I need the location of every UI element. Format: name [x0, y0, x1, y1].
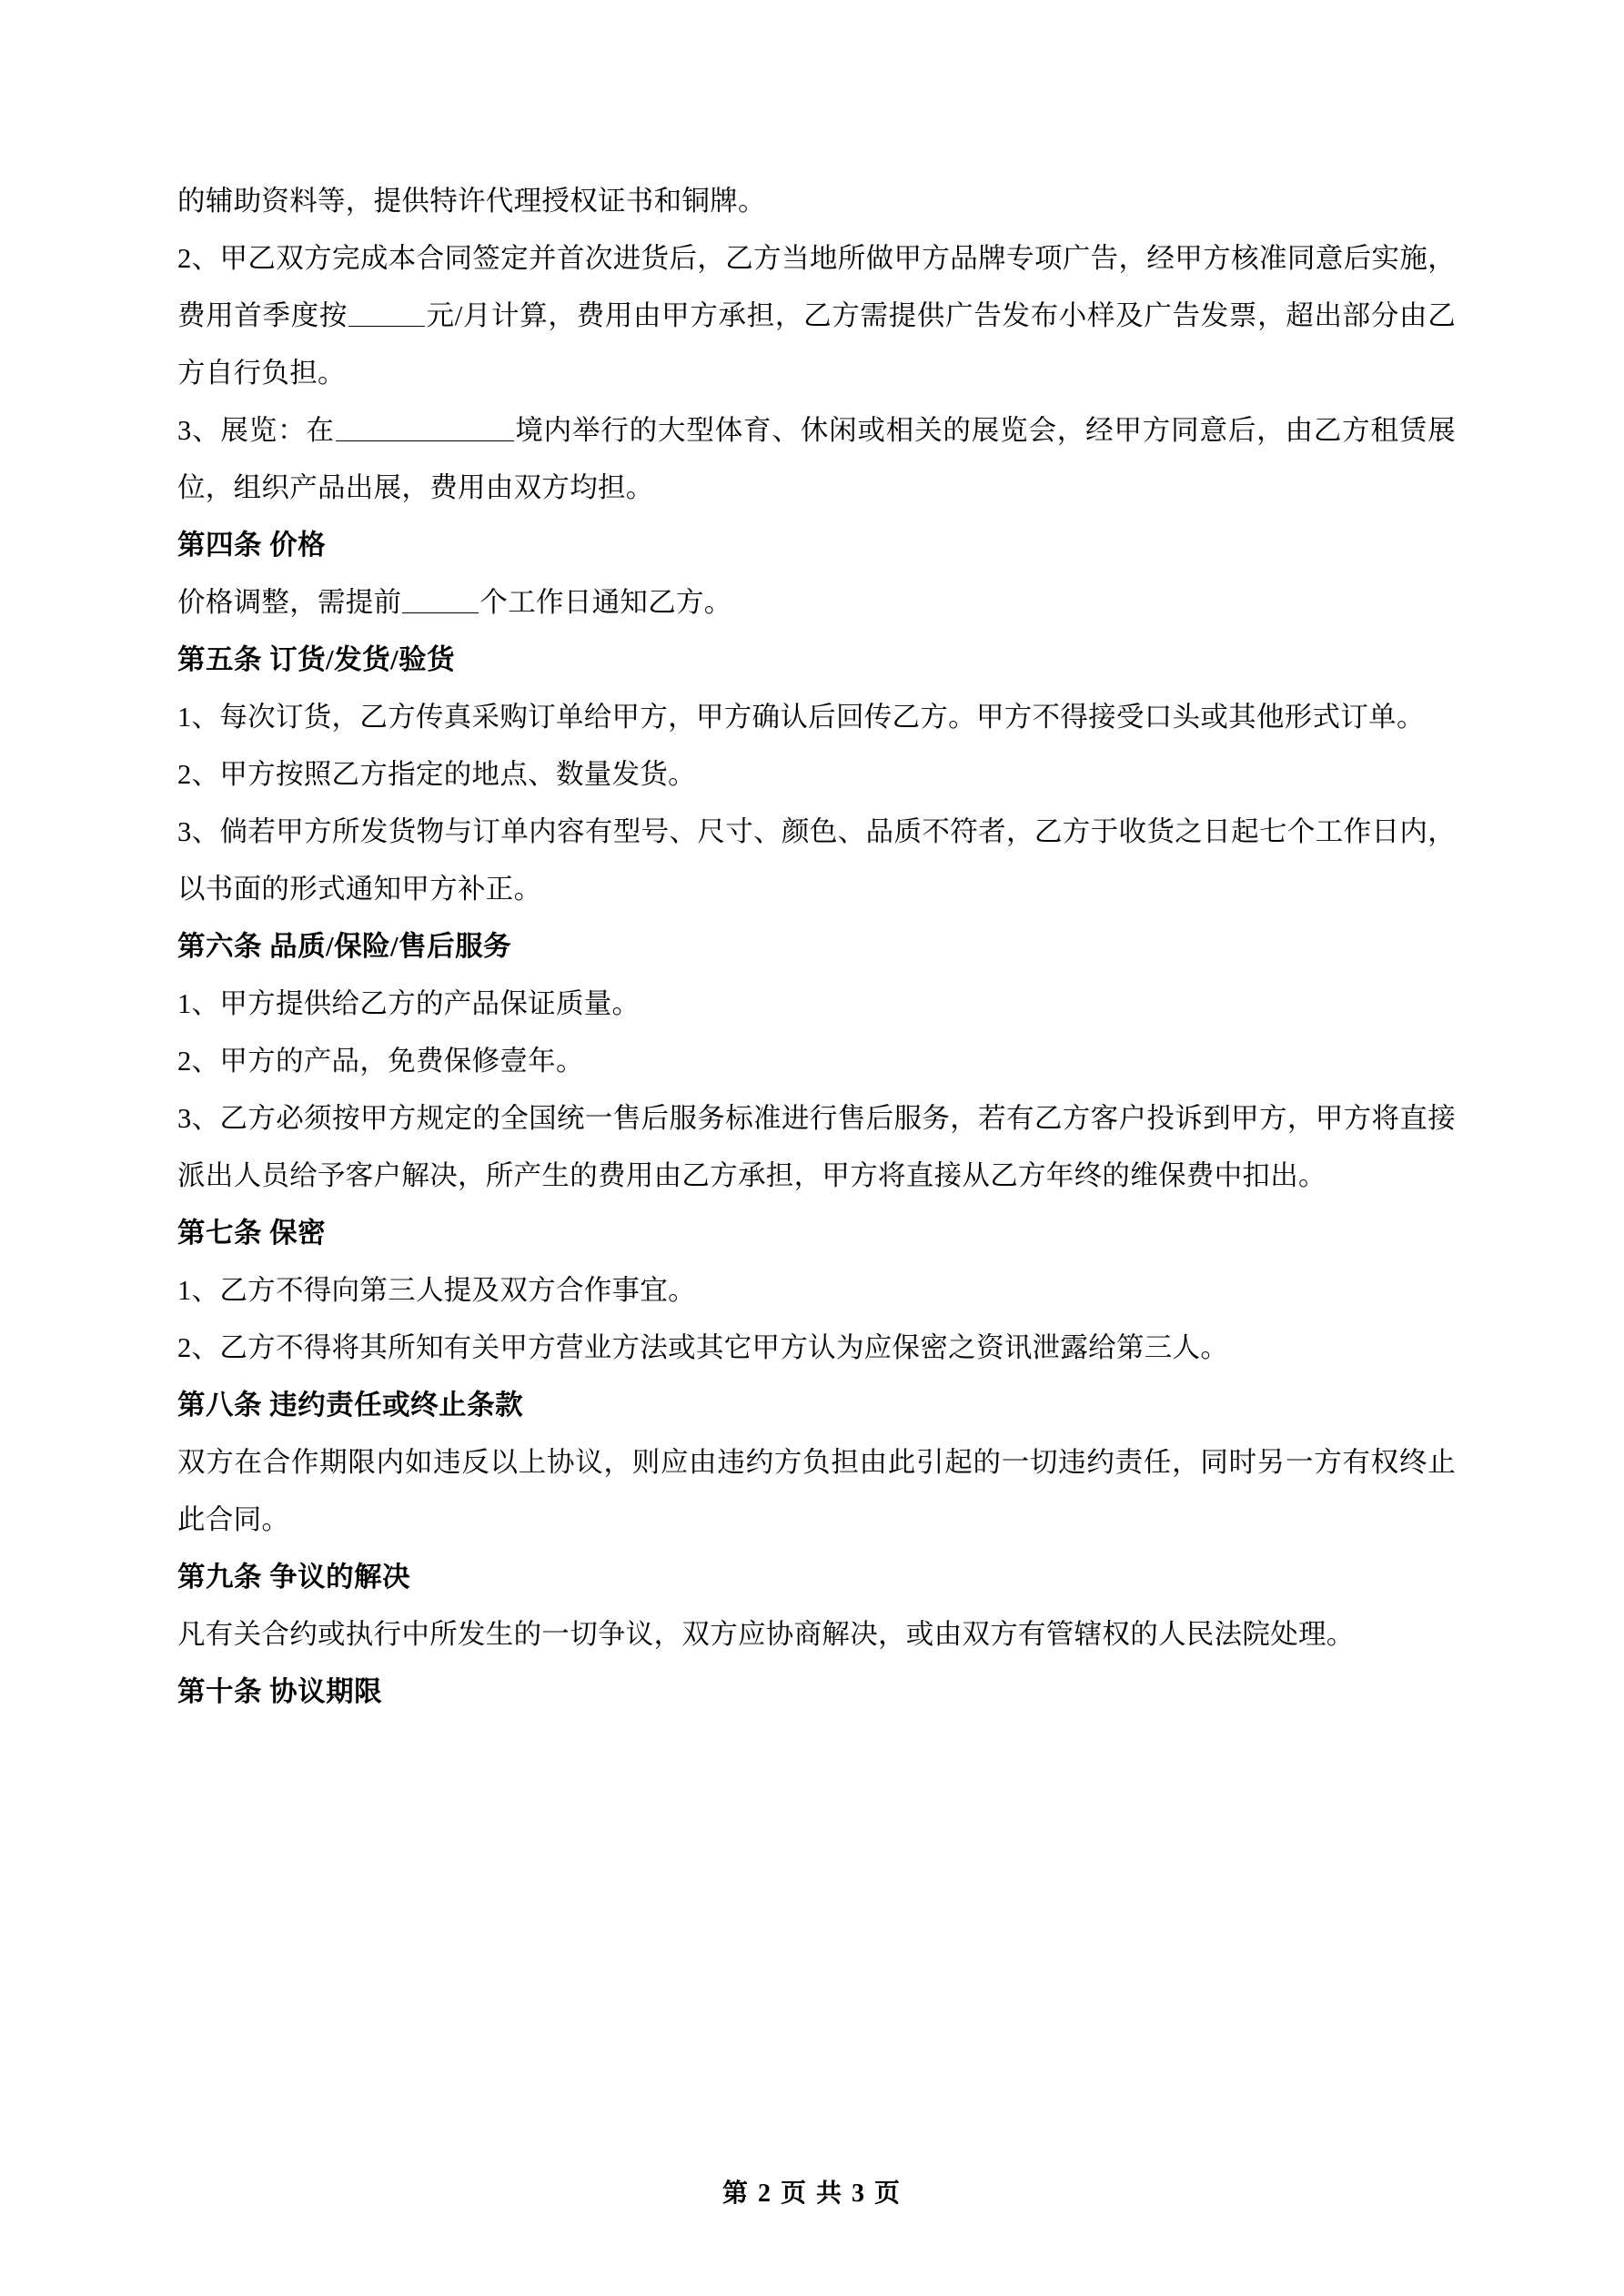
fill-in-blank-ad-fee[interactable]: [348, 326, 425, 327]
page-footer: 第 2 页 共 3 页: [721, 2180, 902, 2208]
fill-in-blank-exhibition-location[interactable]: [336, 440, 514, 441]
paragraph-order-1: 1、每次订货，乙方传真采购订单给甲方，甲方确认后回传乙方。甲方不得接受口头或其他形式订单。: [177, 702, 1425, 733]
heading-article-ten: 第十条 协议期限: [177, 1676, 383, 1707]
paragraph-exhibition: [177, 402, 1456, 517]
paragraph-confidentiality-1: 1、乙方不得向第三人提及双方合作事宜。: [177, 1275, 696, 1306]
paragraph-price-pre: 价格调整，需提前: [177, 587, 402, 618]
paragraph-confidentiality-2: 2、乙方不得将其所知有关甲方营业方法或其它甲方认为应保密之资讯泄露给第三人。: [177, 1332, 1229, 1363]
paragraph-advertising: [177, 230, 1456, 402]
heading-article-five: 第五条 订货/发货/验货: [177, 644, 456, 675]
paragraph-quality-3: 3、乙方必须按甲方规定的全国统一售后服务标准进行售后服务，若有乙方客户投诉到甲方，甲方将直接派出人员给予客户解决，所产生的费用由乙方承担，甲方将直接从乙方年终的维保费中扣出。: [177, 1103, 1456, 1191]
paragraph-price-adjustment: [177, 574, 1456, 632]
paragraph-price-post: 个工作日通知乙方。: [479, 587, 732, 618]
paragraph-advertising-pre: 2、甲乙双方完成本合同签定并首次进货后，乙方当地所做甲方品牌专项广告，经甲方核准同意后实施，费用首季度按: [177, 243, 1456, 331]
paragraph-breach: 双方在合作期限内如违反以上协议，则应由违约方负担由此引起的一切违约责任，同时另一方有权终止此合同。: [177, 1447, 1456, 1535]
heading-article-eight: 第八条 违约责任或终止条款: [177, 1390, 524, 1421]
heading-article-four: 第四条 价格: [177, 530, 327, 561]
paragraph-exhibition-post: 境内举行的大型体育、休闲或相关的展览会，经甲方同意后，由乙方租赁展位，组织产品出展，费用由双方均担。: [177, 415, 1456, 503]
fill-in-blank-workdays[interactable]: [402, 612, 479, 613]
paragraph-quality-1: 1、甲方提供给乙方的产品保证质量。: [177, 988, 641, 1019]
paragraph-dispute: 凡有关合约或执行中所发生的一切争议，双方应协商解决，或由双方有管辖权的人民法院处理。: [177, 1619, 1355, 1650]
paragraph-order-2: 2、甲方按照乙方指定的地点、数量发货。: [177, 759, 696, 790]
paragraph-continuation: 的辅助资料等，提供特许代理授权证书和铜牌。: [177, 186, 766, 217]
heading-article-nine: 第九条 争议的解决: [177, 1562, 411, 1593]
paragraph-order-3: 3、倘若甲方所发货物与订单内容有型号、尺寸、颜色、品质不符者，乙方于收货之日起七个工作日内，以书面的形式通知甲方补正。: [177, 816, 1456, 905]
paragraph-exhibition-pre: 3、展览：在: [177, 415, 335, 446]
paragraph-quality-2: 2、甲方的产品，免费保修壹年。: [177, 1046, 584, 1077]
heading-article-seven: 第七条 保密: [177, 1218, 327, 1249]
heading-article-six: 第六条 品质/保险/售后服务: [177, 931, 512, 962]
document-body: [177, 173, 1456, 1721]
paragraph-advertising-post: 元/月计算，费用由甲方承担，乙方需提供广告发布小样及广告发票，超出部分由乙方自行负担。: [177, 300, 1456, 389]
